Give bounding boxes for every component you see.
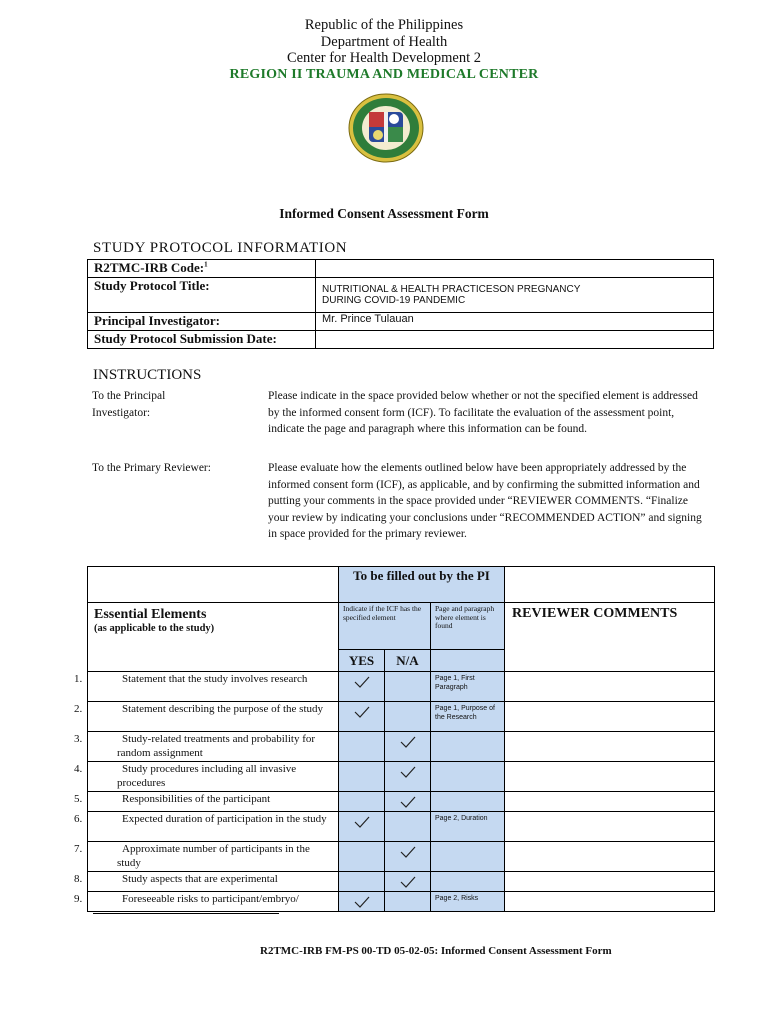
pi-row [88, 313, 714, 331]
na-cell[interactable] [385, 732, 431, 762]
na-cell[interactable] [385, 702, 431, 732]
element-text: Study-related treatments and probability for random assignment [117, 733, 316, 759]
element-cell [74, 672, 339, 702]
pi-section-header: To be filled out by the PI [339, 567, 505, 603]
title-value[interactable]: NUTRITIONAL & HEALTH PRACTICESON PREGNANCY DURING COVID-19 PANDEMIC [316, 278, 714, 313]
element-text: Study aspects that are experimental [122, 873, 278, 885]
reviewer-instruction-text: Please evaluate how the elements outlined below have been appropriately addressed by the informed consent form (ICF), as applicable, and by confirming the submitted information and putting your comments in the space provided under “REVIEWER COMMENTS. “Finalize your review by indicating your conclusions under “RECOMMENDED ACTION” and signing in space provided for the primary reviewer. [268, 462, 702, 540]
reviewer-comment-cell[interactable] [505, 762, 715, 792]
page-header-empty [431, 650, 505, 672]
element-text: Responsibilities of the participant [122, 793, 271, 805]
page-cell[interactable] [431, 762, 505, 792]
study-info-table [87, 259, 714, 349]
essential-elements-table [74, 566, 715, 912]
republic-line: Republic of the Philippines [304, 17, 464, 33]
reviewer-comment-cell[interactable] [505, 842, 715, 872]
reviewer-comment-cell[interactable] [505, 702, 715, 732]
na-cell[interactable] [385, 792, 431, 812]
element-number: 7. [74, 843, 83, 855]
page-reference [431, 792, 504, 795]
checkmark-icon [400, 739, 416, 751]
table-row [88, 842, 715, 872]
page-cell[interactable] [431, 732, 505, 762]
essential-elements-header [88, 603, 339, 672]
na-header: N/A [385, 650, 431, 672]
pi-value[interactable]: Mr. Prince Tulauan [316, 313, 714, 331]
table-row [88, 892, 715, 912]
na-cell[interactable] [385, 892, 431, 912]
element-number: 3. [74, 733, 83, 745]
pi-instruction-text: Please indicate in the space provided below whether or not the specified element is addressed by the informed consent form (ICF). To facilitate the evaluation of the assessment point, indicate the page and paragraph where this information can be found. [268, 390, 698, 435]
element-rows [74, 672, 715, 912]
pi-instruction-label: To the Principal Investigator: [92, 390, 166, 419]
essential-elements-title: Essential Elements [94, 607, 207, 622]
element-number: 8. [74, 873, 83, 885]
letterhead [0, 17, 768, 83]
date-row [88, 331, 714, 349]
table-row [88, 872, 715, 892]
reviewer-comment-cell[interactable] [505, 672, 715, 702]
element-text: Statement that the study involves research [122, 673, 308, 685]
element-text: Approximate number of participants in the study [117, 843, 310, 869]
title-label: Study Protocol Title: [88, 278, 316, 313]
center-line: Center for Health Development 2 [286, 50, 482, 66]
department-line: Department of Health [320, 33, 448, 50]
date-label: Study Protocol Submission Date: [88, 331, 316, 349]
checkmark-icon [354, 899, 370, 911]
checkmark-icon [400, 879, 416, 891]
reviewer-comment-cell[interactable] [505, 812, 715, 842]
table-row [88, 732, 715, 762]
element-cell [74, 792, 339, 812]
yes-cell[interactable] [339, 812, 385, 842]
page-reference: Page 2, Risks [435, 895, 479, 902]
na-cell[interactable] [385, 672, 431, 702]
table-row [88, 792, 715, 812]
element-cell [74, 842, 339, 872]
yes-cell[interactable] [339, 732, 385, 762]
element-number: 1. [74, 673, 83, 685]
table-row [88, 702, 715, 732]
page-cell[interactable] [431, 702, 505, 732]
element-number: 6. [74, 813, 83, 825]
na-cell[interactable] [385, 872, 431, 892]
page-cell[interactable] [431, 892, 505, 912]
page-reference [431, 762, 504, 765]
footer-form-code: R2TMC-IRB FM-PS 00-TD 05-02-05: Informed Consent Assessment Form [260, 945, 612, 957]
checkmark-icon [400, 799, 416, 811]
page-paragraph-header: Page and paragraph where element is found [431, 603, 505, 650]
page-reference [431, 732, 504, 735]
checkmark-icon [400, 849, 416, 861]
page-cell[interactable] [431, 812, 505, 842]
element-text: Study procedures including all invasive procedures [117, 763, 297, 789]
yes-cell[interactable] [339, 892, 385, 912]
table-row [88, 812, 715, 842]
na-cell[interactable] [385, 842, 431, 872]
yes-header: YES [339, 650, 385, 672]
code-row [88, 260, 714, 278]
reviewer-comment-cell[interactable] [505, 872, 715, 892]
page-cell[interactable] [431, 792, 505, 812]
checkmark-icon [354, 819, 370, 831]
yes-cell[interactable] [339, 842, 385, 872]
indicate-header: Indicate if the ICF has the specified element [339, 603, 431, 650]
element-cell [74, 892, 339, 912]
footnote-divider [93, 913, 279, 914]
element-cell [74, 812, 339, 842]
page-reference: Page 1, Purpose of the Research [435, 705, 495, 721]
organization-name: REGION II TRAUMA AND MEDICAL CENTER [229, 66, 539, 82]
page-reference: Page 1, First Paragraph [435, 675, 475, 691]
element-number: 4. [74, 763, 83, 775]
pi-label: Principal Investigator: [88, 313, 316, 331]
code-value[interactable] [316, 260, 714, 278]
element-number: 2. [74, 703, 83, 715]
na-cell[interactable] [385, 812, 431, 842]
applicable-note: (as applicable to the study) [94, 623, 215, 634]
na-cell[interactable] [385, 762, 431, 792]
element-cell [74, 762, 339, 792]
yes-cell[interactable] [339, 792, 385, 812]
element-number: 9. [74, 893, 83, 905]
reviewer-comment-cell[interactable] [505, 792, 715, 812]
checkmark-icon [400, 769, 416, 781]
element-cell [74, 702, 339, 732]
element-text: Expected duration of participation in the study [122, 813, 327, 825]
element-cell [74, 732, 339, 762]
reviewer-comment-cell[interactable] [505, 732, 715, 762]
yes-cell[interactable] [339, 672, 385, 702]
reviewer-instruction-label: To the Primary Reviewer: [92, 462, 211, 474]
page-reference [431, 872, 504, 875]
page-cell[interactable] [431, 672, 505, 702]
page-cell[interactable] [431, 872, 505, 892]
yes-cell[interactable] [339, 762, 385, 792]
element-number: 5. [74, 793, 83, 805]
checkmark-icon [354, 709, 370, 721]
title-row [88, 278, 714, 313]
element-cell [74, 872, 339, 892]
hospital-seal-logo [347, 92, 425, 164]
reviewer-comments-header: REVIEWER COMMENTS [505, 603, 715, 672]
header-empty-cell-right [505, 567, 715, 603]
yes-cell[interactable] [339, 702, 385, 732]
page-cell[interactable] [431, 842, 505, 872]
code-label: R2TMC-IRB Code:$^1$ [88, 260, 316, 278]
table-row [88, 762, 715, 792]
study-info-heading: STUDY PROTOCOL INFORMATION [93, 240, 348, 256]
header-empty-cell [88, 567, 339, 603]
element-text: Statement describing the purpose of the study [122, 703, 324, 715]
instructions-heading: INSTRUCTIONS [93, 367, 202, 383]
date-value[interactable] [316, 331, 714, 349]
table-row [88, 672, 715, 702]
page-reference [431, 842, 504, 845]
page-reference: Page 2, Duration [435, 815, 488, 822]
yes-cell[interactable] [339, 872, 385, 892]
checkmark-icon [354, 679, 370, 691]
element-text: Foreseeable risks to participant/embryo/ [122, 893, 299, 905]
reviewer-comment-cell[interactable] [505, 892, 715, 912]
form-title: Informed Consent Assessment Form [279, 206, 489, 221]
